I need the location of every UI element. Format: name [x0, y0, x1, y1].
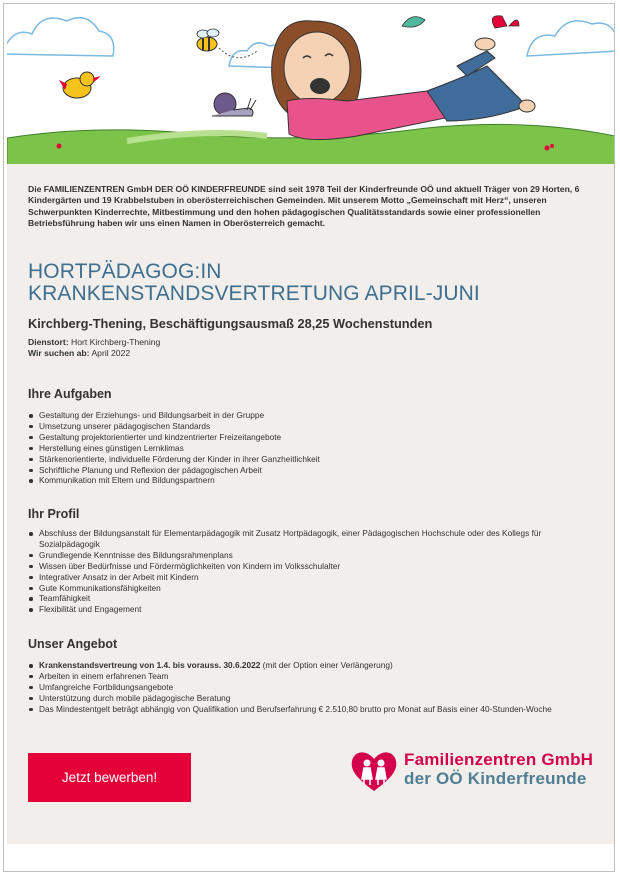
list-item: Herstellung eines günstigen Lernklimas — [28, 443, 588, 454]
offer-first-bold: Krankenstandsvertreung von 1.4. bis vorauss. 30.6.2022 — [39, 660, 261, 670]
dienstort-row — [28, 337, 160, 348]
list-item: Wissen über Bedürfnisse und Fördermöglichkeiten von Kindern im Volksschulalter — [28, 561, 588, 572]
list-item: Das Mindestentgelt beträgt abhängig von Qualifikation und Berufserfahrung € 2.510,80 brutto pro Monat auf Basis einer 40-Stunden-Woche — [28, 704, 588, 715]
intro-text: Die FAMILIENZENTREN GmbH DER OÖ KINDERFREUNDE sind seit 1978 Teil der Kinderfreunde OÖ und aktuell Träger von 29 Horten, 6 Kindergärten und 19 Krabbelstuben in oberösterreichischen Gemeinden. Mit unserem Motto „Gemeinschaft mit Herz“, unseren Schwerpunkten Kinderrechte, Mitbestimmung und den hohen pädagogischen Qualitätsstandards sowie einer professionellen Betriebsführung haben wir uns einen Namen in Oberösterreich gemacht. — [28, 184, 580, 228]
list-item: Flexibilität und Engagement — [28, 604, 588, 615]
list-item: Grundlegende Kenntnisse des Bildungsrahmenplans — [28, 550, 588, 561]
offer-first-rest: (mit der Option einer Verlängerung) — [260, 660, 393, 670]
girl-illustration — [272, 21, 535, 140]
list-item: Gestaltung projektorientierter und kindzentrierter Freizeitangebote — [28, 432, 588, 443]
small-bird-icon — [402, 17, 425, 28]
list-item: Stärkenorientierte, individuelle Förderung der Kinder in ihrer Ganzheitlichkeit — [28, 454, 588, 465]
start-label: Wir suchen ab: — [28, 348, 90, 358]
logo-line1: Familienzentren GmbH — [404, 750, 594, 769]
job-ad-frame — [3, 3, 615, 872]
job-meta — [28, 337, 160, 359]
tasks-list — [28, 410, 588, 486]
list-item: Umfangreiche Fortbildungsangebote — [28, 682, 588, 693]
job-title-line1: HORTPÄDAGOG:IN — [28, 260, 222, 283]
list-item: Kommunikation mit Eltern und Bildungspartnern — [28, 475, 588, 486]
list-item: Teamfähigkeit — [28, 593, 588, 604]
header-illustration-svg — [7, 6, 615, 166]
profile-heading: Ihr Profil — [28, 507, 80, 521]
list-item: Schriftliche Planung und Reflexion der pädagogischen Arbeit — [28, 465, 588, 476]
yellow-bird-icon — [59, 72, 101, 98]
heart-children-icon — [350, 749, 398, 793]
list-item: Abschluss der Bildungsanstalt für Elementarpädagogik mit Zusatz Hortpädagogik, einer Pädagogischen Hochschule oder des Kollegs für Sozialpädagogik — [28, 528, 588, 550]
tasks-heading: Ihre Aufgaben — [28, 387, 112, 401]
dienstort-value: Hort Kirchberg-Thening — [70, 337, 161, 347]
list-item: Gestaltung der Erziehungs- und Bildungsarbeit in der Gruppe — [28, 410, 588, 421]
offer-heading: Unser Angebot — [28, 637, 118, 651]
dienstort-label: Dienstort: — [28, 337, 69, 347]
header-illustration — [7, 6, 615, 166]
list-item — [28, 660, 588, 671]
snail-icon — [212, 93, 256, 116]
cloud-right — [527, 21, 615, 56]
list-item: Umsetzung unserer pädagogischen Standards — [28, 421, 588, 432]
cloud-left — [7, 18, 114, 56]
job-title — [28, 261, 588, 305]
offer-list — [28, 660, 588, 715]
logo-line2: der OÖ Kinderfreunde — [404, 769, 587, 788]
list-item: Arbeiten in einem erfahrenen Team — [28, 671, 588, 682]
company-logo[interactable] — [350, 749, 594, 793]
list-item: Integrativer Ansatz in der Arbeit mit Kindern — [28, 572, 588, 583]
profile-list — [28, 528, 588, 615]
butterfly-icon — [492, 16, 519, 28]
list-item: Gute Kommunikationsfähigkeiten — [28, 583, 588, 594]
list-item: Unterstützung durch mobile pädagogische Beratung — [28, 693, 588, 704]
job-content — [7, 164, 615, 844]
job-location: Kirchberg-Thening, Beschäftigungsausmaß 28,25 Wochenstunden — [28, 316, 433, 331]
start-value: April 2022 — [91, 348, 131, 358]
apply-button[interactable]: Jetzt bewerben! — [28, 753, 191, 802]
job-title-line2: KRANKENSTANDSVERTRETUNG APRIL-JUNI — [28, 282, 480, 305]
start-row — [28, 348, 160, 359]
